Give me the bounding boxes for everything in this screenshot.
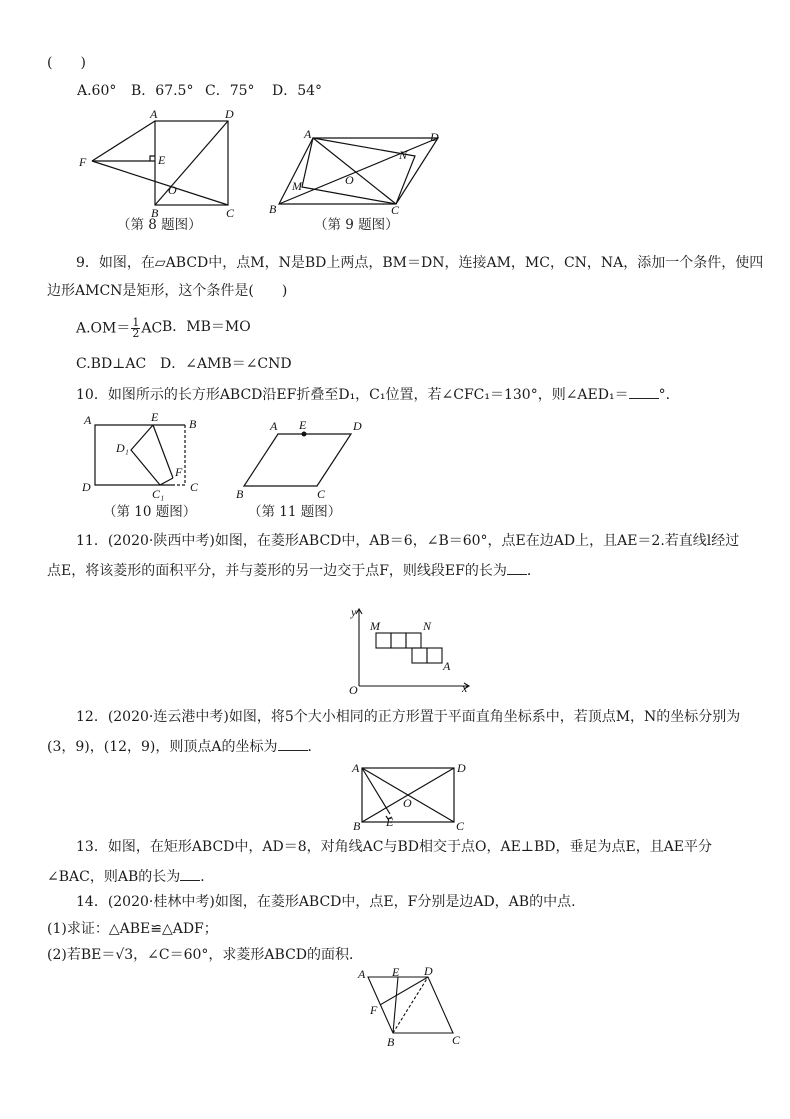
fig14-label-e: E [392, 965, 400, 979]
q11-stem-line2: 点E，将该菱形的面积平分，并与菱形的另一边交于点F，则线段EF的长为 ． [47, 560, 541, 580]
figure-14 [352, 964, 472, 1049]
figure-12 [344, 604, 474, 696]
figure-11 [230, 416, 370, 500]
fig10-label-e: E [151, 410, 159, 424]
figure-9 [266, 126, 446, 218]
fig10-label-d: D [82, 480, 91, 494]
fig11-label-b: B [236, 487, 244, 501]
q9-option-d: D．∠AMB＝∠CND [160, 356, 292, 372]
q12-stem-line2: (3，9)，(12，9)，则顶点A的坐标为 ． [47, 736, 322, 756]
fig13-label-o: O [403, 796, 412, 810]
fig8-label-e: E [158, 153, 166, 167]
figure-13 [348, 760, 478, 832]
fig8-caption: （第 8 题图） [117, 217, 202, 233]
q8-option-d: D．54° [272, 83, 323, 99]
fig10-label-d1: D₁ [116, 441, 129, 455]
fig9-label-n: N [399, 148, 408, 162]
fig8-label-d: D [225, 107, 234, 121]
fig8-label-o: O [168, 183, 177, 197]
q11-answer-blank [507, 560, 527, 575]
figure-8 [70, 108, 250, 218]
q13-stem-line1: 13．如图，在矩形ABCD中，AD＝8，对角线AC与BD相交于点O，AE⊥BD，垂足为点E，且AE平分 [76, 839, 713, 855]
fig10-label-c: C [190, 480, 199, 494]
fig11-label-c: C [317, 487, 326, 501]
fig10-caption: （第 10 题图） [103, 504, 197, 520]
q12-answer-blank [278, 736, 308, 751]
q13-answer-blank [180, 866, 200, 881]
fig13-label-a: A [352, 761, 360, 775]
fig8-label-a: A [150, 107, 158, 121]
fig12-label-o: O [349, 683, 358, 697]
fig8-label-f: F [79, 155, 87, 169]
fig13-label-c: C [456, 819, 465, 833]
q11-stem-line1: 11．(2020·陕西中考)如图，在菱形ABCD中，AB＝6，∠B＝60°，点E在边AD上，且AE＝2.若直线l经过 [76, 533, 740, 549]
q9-stem-line2: 边形AMCN是矩形，这个条件是( ) [47, 283, 288, 299]
q9-option-c: C.BD⊥AC [76, 356, 147, 372]
fig13-label-d: D [457, 761, 466, 775]
q13-stem-line2: ∠BAC，则AB的长为 ． [47, 866, 214, 886]
fig8-label-b: B [151, 206, 159, 220]
fig12-label-x: x [462, 681, 468, 695]
fig10-label-b: B [189, 417, 197, 431]
fig9-caption: （第 9 题图） [314, 217, 399, 233]
q9-stem-line1: 9．如图，在▱ABCD中，点M，N是BD上两点，BM＝DN，连接AM，MC，CN，NA，添加一个条件，使四 [76, 255, 764, 271]
fig14-label-a: A [358, 967, 366, 981]
figure-10 [78, 410, 208, 505]
fig8-label-c: C [226, 206, 235, 220]
fig12-label-m: M [370, 619, 380, 633]
q8-option-b: B．67.5° [131, 83, 194, 99]
fig11-label-e: E [299, 418, 307, 432]
fig9-label-o: O [345, 173, 354, 187]
fig12-label-n: N [423, 619, 432, 633]
q10-answer-blank [629, 384, 659, 399]
fig11-caption: （第 11 题图） [248, 504, 342, 520]
fig9-label-c: C [391, 203, 400, 217]
fig11-label-d: D [353, 419, 362, 433]
q10-stem: 10．如图所示的长方形ABCD沿EF折叠至D₁，C₁位置，若∠CFC₁＝130°，则∠AED₁＝ °. [76, 384, 670, 404]
fig9-label-m: M [292, 179, 302, 193]
q14-stem: 14．(2020·桂林中考)如图，在菱形ABCD中，点E，F分别是边AD，AB的中点. [76, 894, 576, 910]
q9-option-b: B．MB＝MO [162, 319, 251, 335]
fig11-label-a: A [270, 419, 278, 433]
q12-stem-line1: 12．(2020·连云港中考)如图，将5个大小相同的正方形置于平面直角坐标系中，若顶点M，N的坐标分别为 [76, 709, 741, 725]
fig13-label-e: E [386, 815, 394, 829]
fig12-label-a: A [443, 659, 451, 673]
fig13-label-b: B [353, 819, 361, 833]
fig10-label-c1: C₁ [152, 487, 165, 501]
fig9-label-b: B [269, 202, 277, 216]
q14-part-2: (2)若BE＝√3，∠C＝60°，求菱形ABCD的面积． [47, 947, 364, 963]
fig10-label-f: F [175, 465, 183, 479]
fig12-label-y: y [351, 605, 357, 619]
q14-part-1: (1)求证：△ABE≌△ADF； [47, 921, 218, 937]
q9-option-a: A.OM＝ $\frac{1}{2}$ AC [76, 316, 163, 340]
fig14-label-b: B [387, 1035, 395, 1049]
fig14-label-c: C [452, 1033, 461, 1047]
q8-option-c: C．75° [205, 83, 255, 99]
q8-option-a: A.60° [77, 83, 117, 99]
q8-answer-paren: ( ) [47, 55, 86, 71]
fig9-label-a: A [304, 127, 312, 141]
fig14-label-d: D [424, 964, 433, 978]
fig10-label-a: A [84, 413, 92, 427]
fig14-label-f: F [370, 1003, 378, 1017]
fig9-label-d: D [430, 130, 439, 144]
